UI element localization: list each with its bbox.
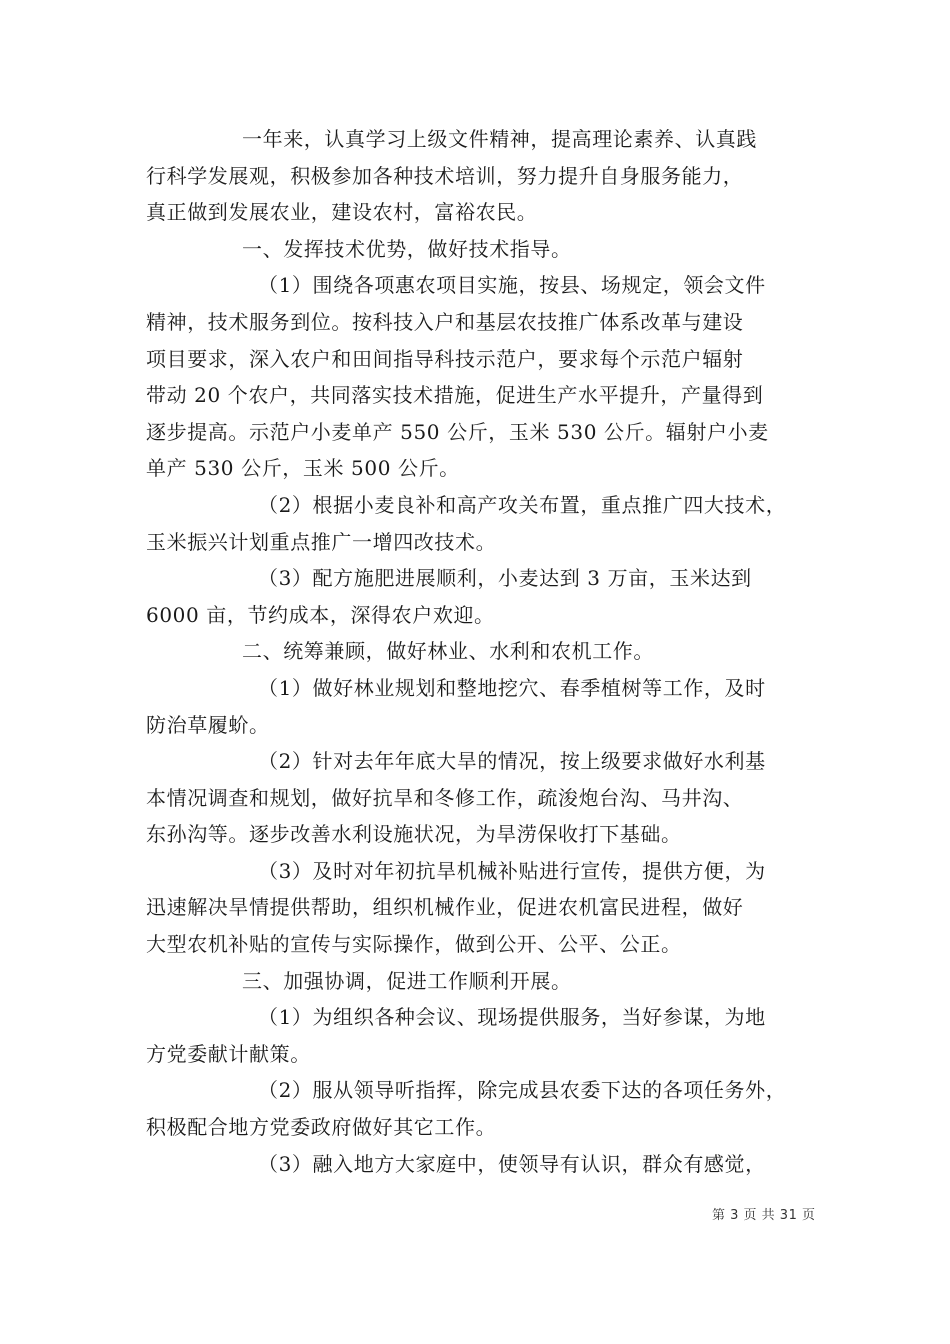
text-line: （1）围绕各项惠农项目实施，按县、场规定，领会文件 <box>258 273 766 298</box>
text-line: （3）及时对年初抗旱机械补贴进行宣传，提供方便，为 <box>258 858 766 883</box>
text-line: （2）服从领导听指挥，除完成县农委下达的各项任务外， <box>258 1078 787 1103</box>
text-line: 一、发挥技术优势，做好技术指导。 <box>242 236 572 261</box>
text-line: （3）配方施肥进展顺利，小麦达到 3 万亩，玉米达到 <box>258 566 752 591</box>
text-line: （2）针对去年年底大旱的情况，按上级要求做好水利基 <box>258 749 766 774</box>
text-line: 真正做到发展农业，建设农村，富裕农民。 <box>146 200 538 225</box>
text-line: 玉米振兴计划重点推广一增四改技术。 <box>146 529 497 554</box>
page-number-footer: 第 3 页 共 31 页 <box>712 1208 816 1223</box>
text-line: 东孙沟等。逐步改善水利设施状况，为旱涝保收打下基础。 <box>146 822 682 847</box>
text-line: 逐步提高。示范户小麦单产 550 公斤，玉米 530 公斤。辐射户小麦 <box>146 419 769 444</box>
text-line: 迅速解决旱情提供帮助，组织机械作业，促进农机富民进程，做好 <box>146 895 744 920</box>
text-line: 行科学发展观，积极参加各种技术培训，努力提升自身服务能力， <box>146 163 744 188</box>
text-line: 项目要求，深入农户和田间指导科技示范户，要求每个示范户辐射 <box>146 346 744 371</box>
text-line: 方党委献计献策。 <box>146 1041 311 1066</box>
text-line: （2）根据小麦良补和高产攻关布置，重点推广四大技术， <box>258 492 787 517</box>
text-line: 二、统筹兼顾，做好林业、水利和农机工作。 <box>242 639 654 664</box>
text-line: （3）融入地方大家庭中，使领导有认识，群众有感觉， <box>258 1151 766 1176</box>
text-line: 积极配合地方党委政府做好其它工作。 <box>146 1115 497 1140</box>
text-line: 精神，技术服务到位。按科技入户和基层农技推广体系改革与建设 <box>146 309 744 334</box>
text-line: 6000 亩，节约成本，深得农户欢迎。 <box>146 602 495 627</box>
text-line: 单产 530 公斤，玉米 500 公斤。 <box>146 456 460 481</box>
text-line: （1）为组织各种会议、现场提供服务，当好参谋，为地 <box>258 1005 766 1030</box>
text-line: 三、加强协调，促进工作顺利开展。 <box>242 968 572 993</box>
text-line: （1）做好林业规划和整地挖穴、春季植树等工作，及时 <box>258 675 766 700</box>
text-line: 防治草履蚧。 <box>146 712 270 737</box>
text-line: 大型农机补贴的宣传与实际操作，做到公开、公平、公正。 <box>146 932 682 957</box>
text-line: 本情况调查和规划，做好抗旱和冬修工作，疏浚炮台沟、马井沟、 <box>146 785 744 810</box>
text-line: 一年来，认真学习上级文件精神，提高理论素养、认真践 <box>242 127 757 151</box>
text-line: 带动 20 个农户，共同落实技术措施，促进生产水平提升，产量得到 <box>146 383 764 408</box>
document-body <box>146 121 816 1182</box>
